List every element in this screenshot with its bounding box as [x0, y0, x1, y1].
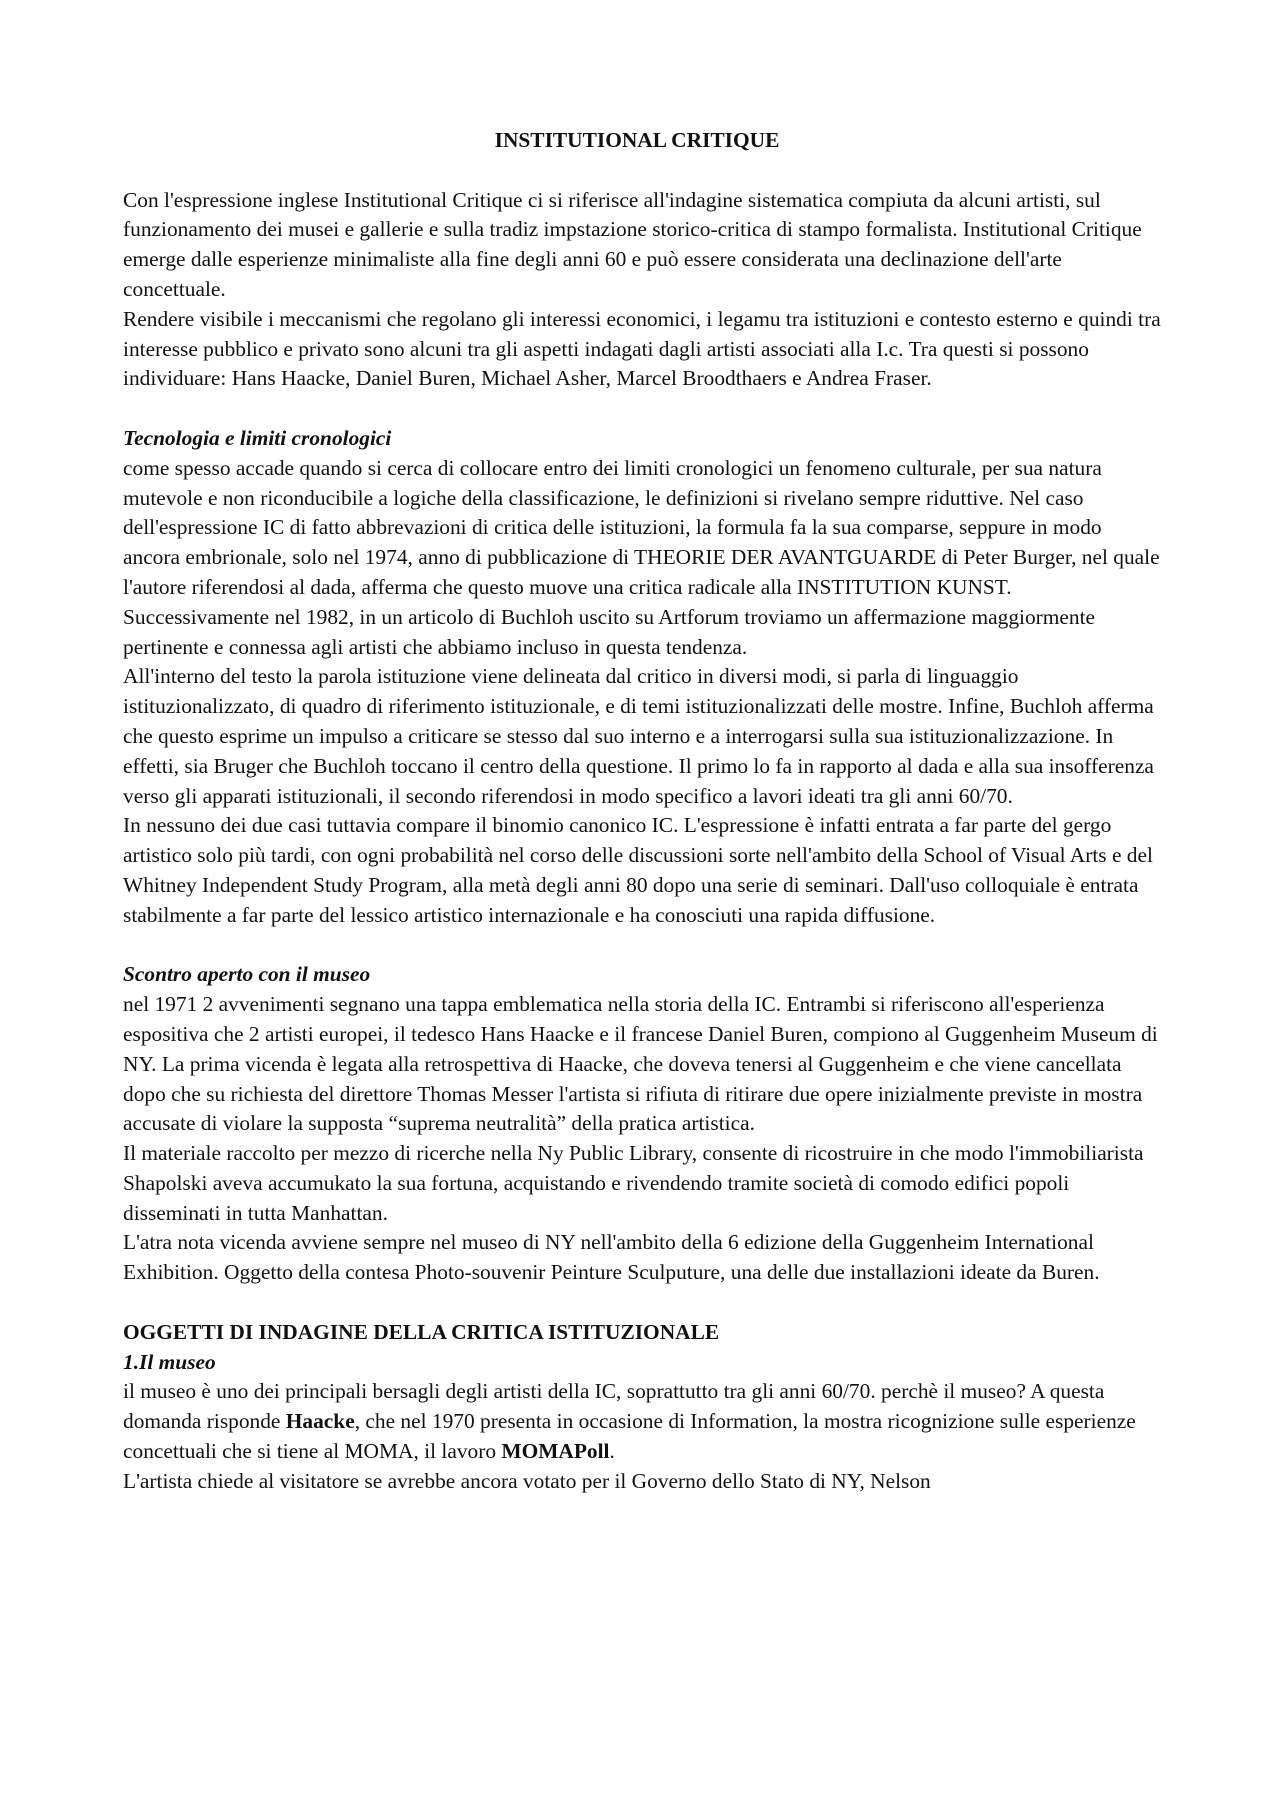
text-run: , che nel 1970 presenta in occasione di Information, la mostra ricognizione sulle esperienze concettuali che si tiene al MOMA, il lavoro: [123, 1409, 1136, 1464]
section-heading-tecnologia: Tecnologia e limiti cronologici: [123, 425, 392, 450]
section-heading-oggetti: OGGETTI DI INDAGINE DELLA CRITICA ISTITUZIONALE: [123, 1319, 720, 1344]
section1-paragraph-3: All'interno del testo la parola istituzione viene delineata dal critico in diversi modi, si parla di linguaggio istituzionalizzato, di quadro di riferimento istituzionale, e di temi istituzionalizzati delle mostre. Infine, Buchloh afferma che questo esprime un impulso a criticare se stesso dal suo interno e a interrogarsi sulla sua istituzionalizzazione. In effetti, sia Bruger che Buchloh toccano il centro della questione. Il primo lo fa in rapporto al dada e alla sua insofferenza verso gli apparati istituzionali, il secondo riferendosi in modo specifico a lavori ideati tra gli anni 60/70.: [123, 664, 1154, 808]
section2-paragraph-3: L'atra nota vicenda avviene sempre nel museo di NY nell'ambito della 6 edizione della Guggenheim International Exhibition. Oggetto della contesa Photo-souvenir Peinture Sculputure, una delle due installazioni ideate da Buren.: [123, 1230, 1100, 1285]
section3-paragraph-1: [123, 1377, 1163, 1466]
intro-paragraph-2: Rendere visibile i meccanismi che regolano gli interessi economici, i legamu tra istituzioni e contesto esterno e quindi tra interesse pubblico e privato sono alcuni tra gli aspetti indagati dagli artisti associati alla I.c. Tra questi si possono individuare: Hans Haacke, Daniel Buren, Michael Asher, Marcel Broodthaers e Andrea Fraser.: [123, 306, 1161, 391]
text-run: il museo è uno dei principali bersagli degli artisti della IC, soprattutto tra gli anni 60/70. perchè il museo? A questa domanda risponde: [123, 1379, 1105, 1434]
section1-paragraph-1: come spesso accade quando si cerca di collocare entro dei limiti cronologici un fenomeno culturale, per sua natura mutevole e non riconducibile a logiche della classificazione, le definizioni si rivelano sempre riduttive. Nel caso dell'espressione IC di fatto abbrevazioni di critica delle istituzioni, la formula fa la sua comparse, seppure in modo ancora embrionale, solo nel 1974, anno di pubblicazione di THEORIE DER AVANTGUARDE di Peter Burger, nel quale l'autore riferendosi al dada, afferma che questo muove una critica radicale alla INSTITUTION KUNST.: [123, 455, 1160, 599]
spacer: [123, 1288, 1163, 1318]
bold-work-momapoll: MOMAPoll: [501, 1439, 610, 1464]
section2-paragraph-1: nel 1971 2 avvenimenti segnano una tappa emblematica nella storia della IC. Entrambi si riferiscono all'esperienza espositiva che 2 artisti europei, il tedesco Hans Haacke e il francese Daniel Buren, compiono al Guggenheim Museum di NY. La prima vicenda è legata alla retrospettiva di Haacke, che doveva tenersi al Guggenheim e che viene cancellata dopo che su richiesta del direttore Thomas Messer l'artista si rifiuta di ritirare due opere inizialmente previste in mostra accusate di violare la supposta “suprema neutralità” della pratica artistica.: [123, 992, 1158, 1136]
bold-name-haacke: Haacke: [285, 1409, 355, 1434]
document-title: INSTITUTIONAL CRITIQUE: [494, 128, 780, 152]
subheading-il-museo: 1.Il museo: [123, 1349, 216, 1374]
section1-paragraph-4: In nessuno dei due casi tuttavia compare il binomio canonico IC. L'espressione è infatti entrata a far parte del gergo artistico solo più tardi, con ogni probabilità nel corso delle discussioni sorte nell'ambito della School of Visual Arts e del Whitney Independent Study Program, alla metà degli anni 80 dopo una serie di seminari. Dall'uso colloquiale è entrata stabilmente a far parte del lessico artistico internazionale e ha conosciuti una rapida diffusione.: [123, 813, 1153, 927]
spacer: [123, 931, 1163, 961]
text-run: .: [609, 1439, 615, 1464]
spacer: [123, 394, 1163, 424]
intro-paragraph-1: Con l'espressione inglese Institutional Critique ci si riferisce all'indagine sistematica compiuta da alcuni artisti, sul funzionamento dei musei e gallerie e sulla tradiz impstazione storico-critica di stampo formalista. Institutional Critique emerge dalle esperienze minimaliste alla fine degli anni 60 e può essere considerata una declinazione dell'arte concettuale.: [123, 187, 1142, 301]
section3-paragraph-2: L'artista chiede al visitatore se avrebbe ancora votato per il Governo dello Stato di NY, Nelson: [123, 1468, 931, 1493]
section1-paragraph-2: Successivamente nel 1982, in un articolo di Buchloh uscito su Artforum troviamo un affermazione maggiormente pertinente e connessa agli artisti che abbiamo incluso in questa tendenza.: [123, 604, 1096, 659]
section-heading-scontro: Scontro aperto con il museo: [123, 962, 371, 987]
section2-paragraph-2: Il materiale raccolto per mezzo di ricerche nella Ny Public Library, consente di ricostruire in che modo l'immobiliarista Shapolski aveva accumukato la sua fortuna, acquistando e rivendendo tramite società di comodo edifici popoli disseminati in tutta Manhattan.: [123, 1141, 1144, 1225]
